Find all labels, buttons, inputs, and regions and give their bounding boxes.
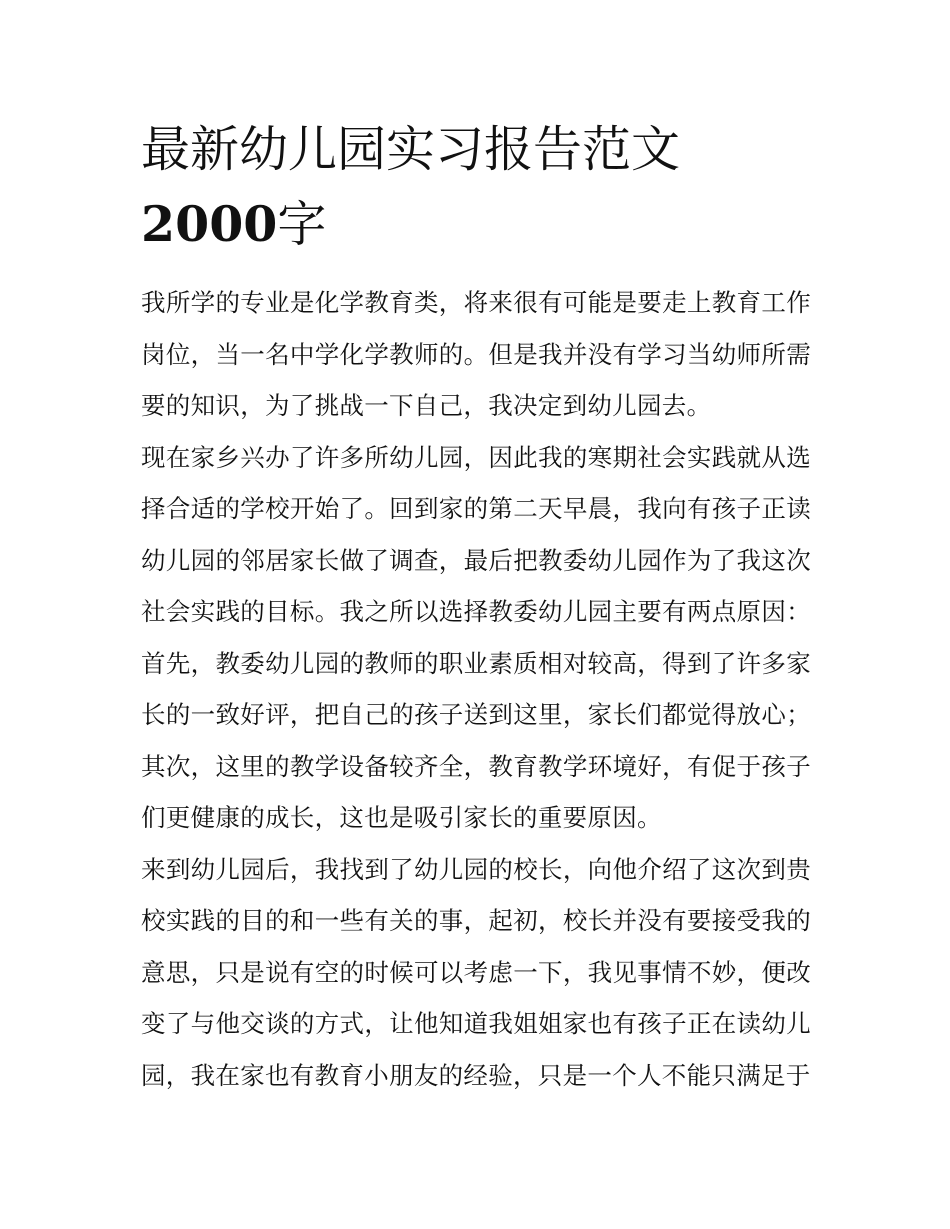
paragraph-2: 现在家乡兴办了许多所幼儿园，因此我的寒期社会实践就从选择合适的学校开始了。回到家的第二天早晨，我向有孩子正读幼儿园的邻居家长做了调查，最后把教委幼儿园作为了我这次社会实践的目标。我之所以选择教委幼儿园主要有两点原因：首先，教委幼儿园的教师的职业素质相对较高，得到了许多家长的一致好评，把自己的孩子送到这里，家长们都觉得放心；其次，这里的教学设备较齐全，教育教学环境好，有促于孩子们更健康的成长，这也是吸引家长的重要原因。	[141, 442, 811, 832]
document-body	[141, 277, 811, 1101]
paragraph-3: 来到幼儿园后，我找到了幼儿园的校长，向他介绍了这次到贵校实践的目的和一些有关的事，起初，校长并没有要接受我的意思，只是说有空的时候可以考虑一下，我见事情不妙，便改变了与他交谈的方式，让他知道我姐姐家也有孩子正在读幼儿园，我在家也有教育小朋友的经验，只是一个人不能只满足于	[141, 854, 811, 1090]
document-title	[141, 112, 811, 262]
title-number: 2000	[141, 195, 278, 253]
title-suffix: 字	[277, 196, 327, 253]
title-main: 最新幼儿园实习报告范文	[141, 121, 681, 178]
paragraph-1: 我所学的专业是化学教育类，将来很有可能是要走上教育工作岗位，当一名中学化学教师的。但是我并没有学习当幼师所需要的知识，为了挑战一下自己，我决定到幼儿园去。	[141, 288, 811, 420]
